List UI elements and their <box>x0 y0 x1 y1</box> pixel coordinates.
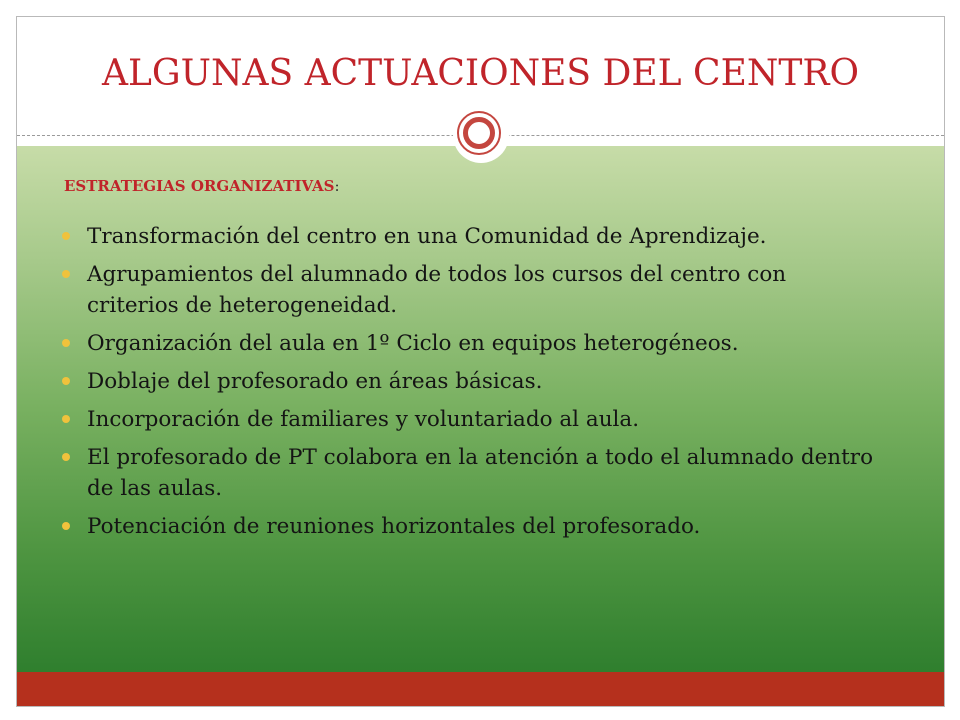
list-item <box>61 221 881 252</box>
list-item <box>61 259 881 321</box>
slide-title: ALGUNAS ACTUACIONES DEL CENTRO <box>101 53 859 94</box>
ring-ornament-inner <box>463 117 495 149</box>
list-item <box>61 328 881 359</box>
list-item-text: Potenciación de reuniones horizontales del profesorado. <box>87 514 701 539</box>
bullet-dot-icon <box>62 415 70 423</box>
list-item <box>61 404 881 435</box>
section-subheading <box>64 177 340 195</box>
footer-bar <box>17 672 944 706</box>
bullet-dot-icon <box>62 232 70 240</box>
bullet-dot-icon <box>62 339 70 347</box>
list-item <box>61 511 881 542</box>
subheading-colon: : <box>334 177 340 195</box>
list-item-text: Doblaje del profesorado en áreas básicas. <box>87 369 543 394</box>
list-item-text: Agrupamientos del alumnado de todos los cursos del centro con criterios de heterogeneidad. <box>87 262 787 318</box>
bullet-dot-icon <box>62 270 70 278</box>
list-item-text: Organización del aula en 1º Ciclo en equipos heterogéneos. <box>87 331 739 356</box>
bullet-dot-icon <box>62 377 70 385</box>
bullet-dot-icon <box>62 522 70 530</box>
slide <box>16 16 945 707</box>
bullet-dot-icon <box>62 453 70 461</box>
list-item-text: Incorporación de familiares y voluntariado al aula. <box>87 407 640 432</box>
list-item-text: Transformación del centro en una Comunidad de Aprendizaje. <box>87 224 767 249</box>
list-item-text: El profesorado de PT colabora en la atención a todo el alumnado dentro de las aulas. <box>87 445 874 501</box>
list-item <box>61 442 881 504</box>
list-item <box>61 366 881 397</box>
bullet-list <box>61 221 881 549</box>
subheading-text: ESTRATEGIAS ORGANIZATIVAS <box>64 177 335 195</box>
